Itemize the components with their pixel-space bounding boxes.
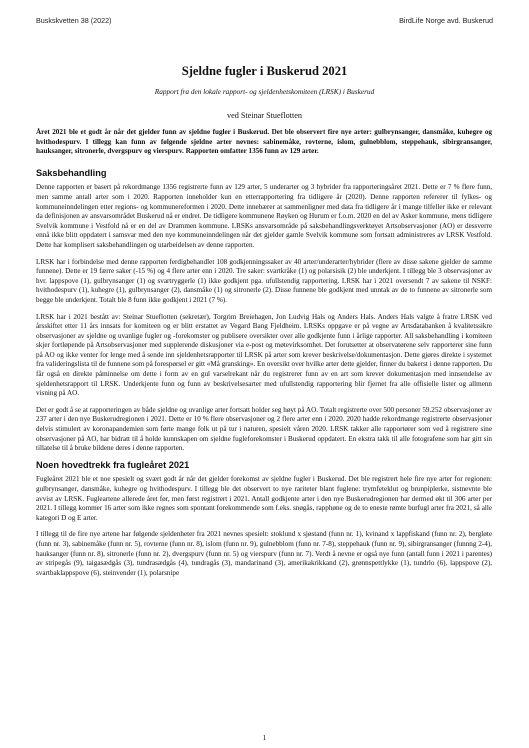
paragraph: I tillegg til de fire nye artene har følgende sjeldenheter fra 2021 nevnes spesielt: stoklund x sjøstand (funn nr. 1), kvinand x lappfiskand (funn nr. 2), bergløte (funn nr. 3), sabinemåke (funn nr. 5), rovterne (funn nr. 8), islom (funn nr. 9), gulnebblom (funn nr. 7-8), steppehauk (funn nr. 9), sibirgransanger (funnng 2-4), hauksanger (funn nr. 8), sitronerle (funn nr. 2), dvergspurv (funn nr. 5) og vierspurv (funn nr. 7). Verdt å nevne er også nye funn (antall funn i 2021 i parentes) av stripegås (9), taigasædgås (3), tundrasædgås (4), tundragås (3), mandarinand (3), amerikakrikkand (2), grønnspettlykke (1), tundrlo (6), lappspove (2), svartbaklappspove (6), steinvender (1), polarsnipe [36, 530, 492, 577]
paragraph: LRSK har i forbindelse med denne rapporten ferdigbehandlet 108 godkjenningssaker av 40 arter/underarter/hybrider (flere av disse sakene gjelder de samme funnene). Dette er 19 færre saker (-15 %) og 4 flere arter enn i 2020. Tre saker: svartkråke (1) og polarsisik (2) ble underkjent. I tillegg ble 3 observasjoner av hvr. lappspove (1), gulbrynsanger (1) og svartryggerle (1) ikke godkjent pga. ufullstendig rapportering. LRSK har i 2021 oversendt 7 av sakene til NSKF: hvithodespurv (1), kuhegre (1), gulbrynsanger (2), dansmåke (1) og sitronerle (2). Disse funnene ble godkjent med unntak av de to funnene av sitronerle som begge ble underkjent. Totalt ble 8 funn ikke godkjent i 2021 (7 %). [36, 257, 492, 304]
section-heading: Noen hovedtrekk fra fugleåret 2021 [36, 459, 190, 470]
page-number: 1 [262, 733, 267, 742]
section-heading: Saksbehandling [36, 167, 107, 178]
running-header [36, 14, 493, 28]
lead-paragraph: Året 2021 ble et godt år når det gjelder funn av sjeldne fugler i Buskerud. Det ble observert fire nye arter: gulbrynsanger, dansmåke, kuhegre og hvithodespurv. I tillegg kan funn av følgende sjeldne arter nevnes: sabinemåke, rovterne, islom, gulnebblom, steppehauk, sibirgransanger, hauksanger, sitronerle, dvergspurv og vierspurv. Rapporten omfatter 1356 funn av 129 arter. [36, 128, 492, 156]
paragraph: Det er godt å se at rapporteringen av både sjeldne og uvanlige arter fortsatt holder seg høyt på AO. Totalt registrerte over 500 personer 59.252 observasjoner av 237 arter i den nye Buskerudregionen i 2021. Dette er 10 % flere observasjoner og 2 flere arter enn i 2020. 2020 hadde rekordmange registrerte observasjoner delvis stimulert av koronapandemien som førte mange folk ut på tur i naturen, spesielt våren 2020. LRSK takker alle rapportører som ved å registrere sine observasjoner på AO, har bidratt til å holde kunnskapen om sjeldne fugleforekomster i Buskerud oppdatert. En ekstra takk til alle fotografene som har gitt sin tillatelse til å bruke bildene deres i denne rapporten. [36, 405, 492, 453]
paragraph: LRSK har i 2021 bestått av: Steinar Stueflotten (sekretær), Torgrim Breiehagen, Jon Ludvig Hals og Anders Hals. Anders Hals valgte å fratre LRSK ved årsskiftet etter 11 års innsats for komiteen og er blitt erstattet av Vegard Bang Fjeldheim. LRSKs oppgave er på vegne av Artsdatabanken å kvalitetssikre observasjoner av sjeldne og uvanlige fugler og -forekomster og publisere oversikter over alle godkjente funn i årlige rapporter. All saksbehandling i komiteen skjer fortløpende på Artsobservasjoner med supplerende diskusjoner via e-post og møtevirksomhet. Det forutsetter at observatørene selv rapporterer sine funn på AO og ikke venter for lenge med å sende inn sjeldenhetsrapporter til LRSK på arter som krever beskrivelse/dokumentasjon. Dette gjøres direkte i systemet fra valideringslista til de funnene som på forespørsel er gitt «Må gransking». En oversikt over hvilke arter dette gjelder, finner du bakerst i denne rapporten. Du får også en direkte påminnelse om dette i form av en gul varselrekant når du registrerer funn av en art som krever dokumentasjon med innsendelse av sjeldenhetsrapport til LRSK. Underkjente funn og funn av beskrivelsesarter med ufullstendig rapportering blir fjernet fra alle offisielle lister og allmenn visning på AO. [36, 312, 492, 398]
article-body [36, 128, 492, 585]
article-subtitle: Rapport fra den lokale rapport- og sjeldenhetskomiteen (LRSK) i Buskerud [154, 87, 375, 96]
section-hovedtrekk [36, 461, 492, 579]
article-author: ved Steinar Stueflotten [226, 111, 303, 120]
publisher-name: BirdLife Norge avd. Buskerud [399, 16, 493, 25]
paragraph: Fugleåret 2021 ble et noe spesielt og svært godt år når det gjelder forekomst av sjeldne fugler i Buskerud. Det ble registrert hele fire nye arter for regionen: gulbrynsanger, dansmåke, kuhegre og hvithodespurv. I tillegg ble det observert to nye rariteter blant fuglene: trymfeteklut og brunpiplerke, sistnevnte ble avvist av LRSK. Fugleartene allerede året før, men først registrert i 2021. Antall godkjente arter i den nye Buskerudregionen har dermed økt til 306 arter per 2021. I tillegg kommer 16 arter som ikke regnes som spontant forekommende som f.eks. snøgås, rapphøne og de to eneste rømte burfugl arter fra 2021, så alle kategori D og E arter. [36, 475, 492, 522]
section-saksbehandling [36, 169, 492, 454]
article-title: Sjeldne fugler i Buskerud 2021 [181, 64, 348, 78]
paragraph: Denne rapporten er basert på rekordmange 1356 registrerte funn av 129 arter, 5 underarter og 3 hybrider fra rapporteringsåret 2021. Dette er 7 % flere funn, men samme antall arter som i 2020. Rapporten inneholder kun en etterrapportering fra tidligere år (2020). Denne rapporten refererer til fylkes- og kommuneinndelingen etter regions- og kommunereformen i 2020. Dette innebærer at sammenligner med data fra tidligere år i mange tilfeller ikke er relevant da definisjonen av ansvarsområdet Buskerud nå er endret. De tidligere kommunene Røyken og Hurum er f.o.m. 2020 en del av Asker kommune, mens tidligere Svelvik kommune i Vestfold nå er en del av Drammen kommune. LRSKs ansvarsområde på saksbehandlingsverktøyet Artsobservasjoner (AO) er dessverre ennå ikke blitt oppdatert i samsvar med den nye kommuneinndelingen når det gjelder gamle Svelvik kommune som fortsatt administreres av LRSK Vestfold. Dette har komplisert saksbehandlingen og utarbeidelsen av denne rapporten. [36, 183, 492, 249]
journal-issue: Buskskvetten 38 (2022) [36, 16, 112, 25]
